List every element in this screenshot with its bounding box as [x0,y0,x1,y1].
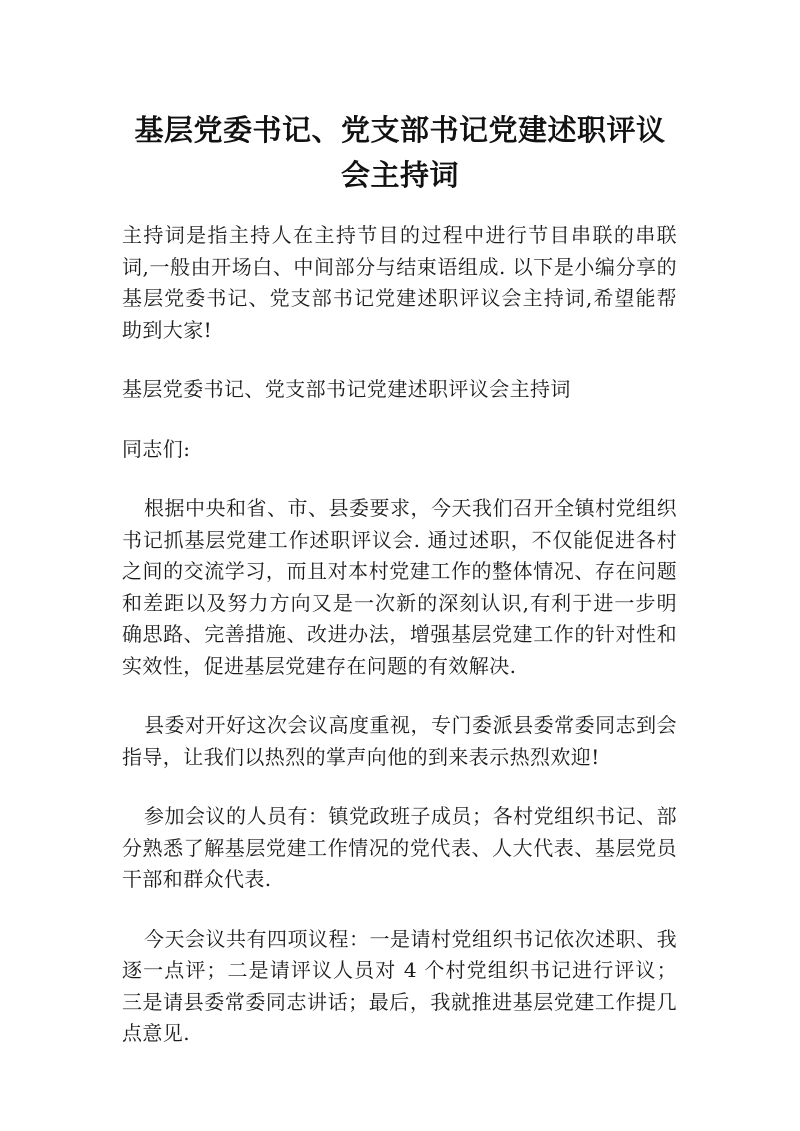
body-paragraph-4: 今天会议共有四项议程：一是请村党组织书记依次述职、我逐一点评；二是请评议人员对 4 个村党组织书记进行评议；三是请县委常委同志讲话；最后，我就推进基层党建工作提几点意见. [122,926,677,1045]
document-body [122,220,677,1050]
document-title [110,108,690,198]
intro-paragraph: 主持词是指主持人在主持节目的过程中进行节目串联的串联词,一般由开场白、中间部分与结束语组成. 以下是小编分享的基层党委书记、党支部书记党建述职评议会主持词,希望能帮助到大家! [122,223,677,342]
body-paragraph-1: 根据中央和省、市、县委要求，今天我们召开全镇村党组织书记抓基层党建工作述职评议会. 通过述职，不仅能促进各村之间的交流学习，而且对本村党建工作的整体情况、存在问题和差距以及努力方向又是一次新的深刻认识,有利于进一步明确思路、完善措施、改进办法，增强基层党建工作的针对性和实效性，促进基层党建存在问题的有效解决. [122,496,677,678]
title-line-2: 会主持词 [340,158,459,192]
salutation: 同志们: [122,436,191,461]
body-paragraph-2: 县委对开好这次会议高度重视，专门委派县委常委同志到会指导，让我们以热烈的掌声向他的到来表示热烈欢迎! [122,713,677,769]
title-line-1: 基层党委书记、党支部书记党建述职评议 [134,113,666,147]
section-heading: 基层党委书记、党支部书记党建述职评议会主持词 [122,377,571,401]
body-paragraph-3: 参加会议的人员有：镇党政班子成员；各村党组织书记、部分熟悉了解基层党建工作情况的党代表、人大代表、基层党员干部和群众代表. [122,804,677,891]
